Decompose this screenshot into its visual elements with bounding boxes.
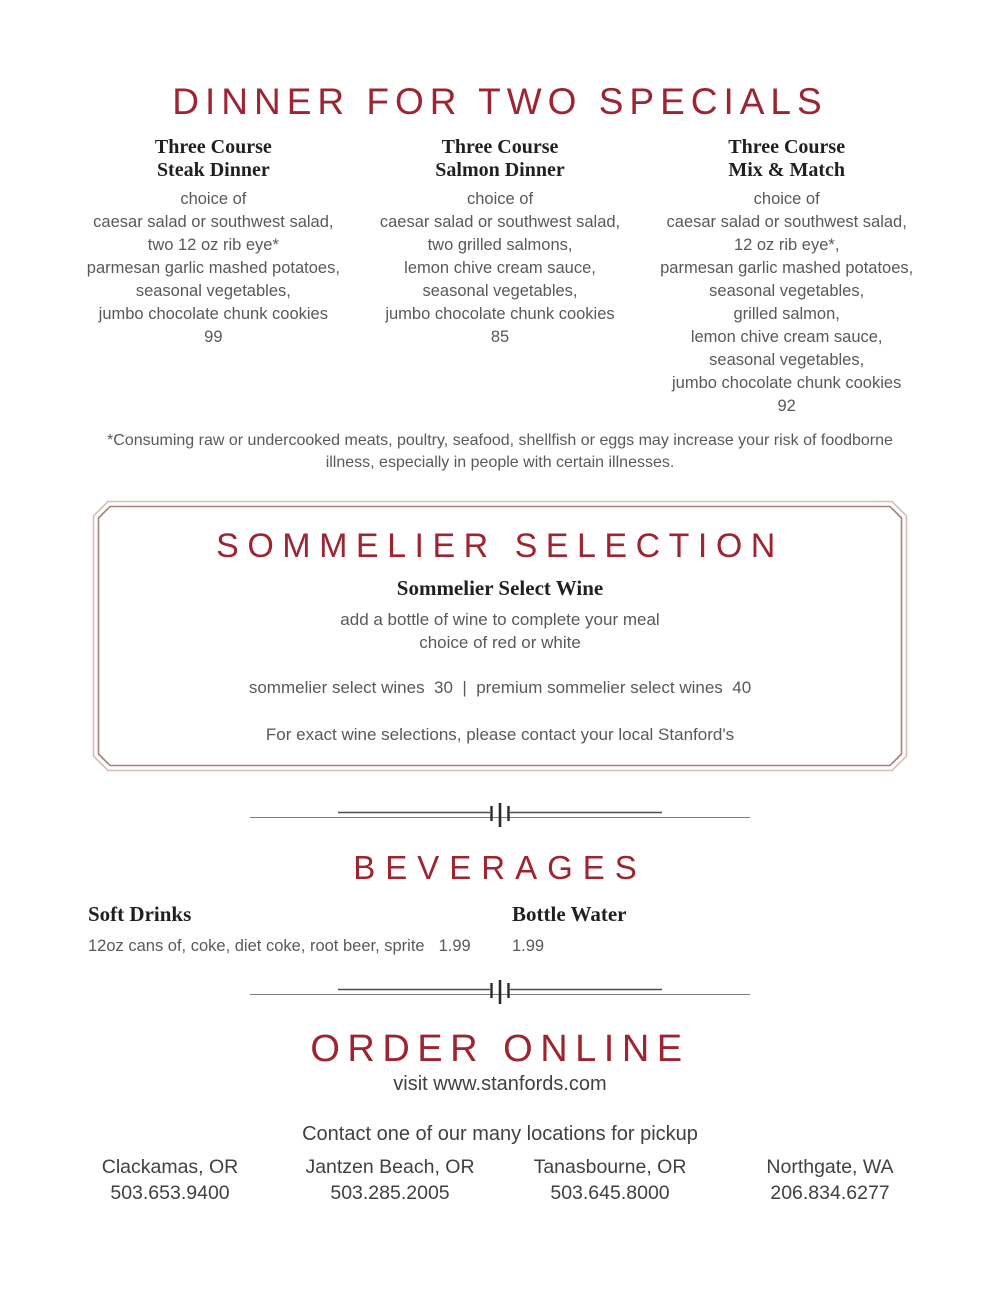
column-body [357, 188, 644, 349]
menu-line: seasonal vegetables, [709, 351, 865, 369]
dinner-column-steak [70, 136, 357, 418]
sommelier-desc-line: add a bottle of wine to complete your meal [340, 610, 660, 629]
location-item [500, 1154, 720, 1206]
location-name: Tanasbourne, OR [533, 1156, 687, 1178]
visit-url: visit www.stanfords.com [393, 1073, 607, 1095]
menu-line: seasonal vegetables, [709, 282, 865, 300]
column-title [70, 136, 357, 182]
beverage-price: 1.99 [438, 937, 471, 955]
location-item [280, 1154, 500, 1206]
menu-line: two 12 oz rib eye* [147, 236, 279, 254]
price: 92 [777, 397, 796, 415]
menu-line: lemon chive cream sauce, [404, 259, 596, 277]
menu-line: seasonal vegetables, [135, 282, 291, 300]
location-name: Jantzen Beach, OR [305, 1156, 475, 1178]
sommelier-content [92, 528, 908, 746]
dinner-column-salmon [357, 136, 644, 418]
divider-ornament [250, 979, 750, 1005]
contact-line: Contact one of our many locations for pickup [302, 1123, 698, 1145]
menu-line: choice of [180, 190, 247, 208]
divider-ornament [250, 802, 750, 828]
menu-line: caesar salad or southwest salad, [93, 213, 334, 231]
column-title-line1: Three Course [441, 136, 559, 158]
sommelier-title: SOMMELIER SELECTION [216, 527, 784, 565]
menu-line: grilled salmon, [733, 305, 840, 323]
menu-line: choice of [466, 190, 534, 208]
location-name: Clackamas, OR [101, 1156, 239, 1178]
menu-line: caesar salad or southwest salad, [666, 213, 907, 231]
menu-line: choice of [753, 190, 820, 208]
column-title-line1: Three Course [154, 136, 272, 158]
beverage-item-bottle-water [512, 902, 627, 957]
column-title-line1: Three Course [728, 136, 846, 158]
beverage-item-soft-drinks [88, 902, 512, 957]
beverage-line [88, 935, 512, 957]
disclaimer: *Consuming raw or undercooked meats, poultry, seafood, shellfish or eggs may increase your risk of foodborne illness, especially in people with certain illnesses. [107, 432, 893, 471]
location-phone: 206.834.6277 [770, 1182, 890, 1204]
dinner-columns [70, 136, 930, 418]
location-phone: 503.653.9400 [110, 1182, 230, 1204]
menu-line: jumbo chocolate chunk cookies [672, 374, 902, 392]
beverages-title: BEVERAGES [353, 849, 647, 886]
location-phone: 503.645.8000 [550, 1182, 670, 1204]
location-item [60, 1154, 280, 1206]
menu-line: jumbo chocolate chunk cookies [98, 305, 328, 323]
menu-line: jumbo chocolate chunk cookies [385, 305, 615, 323]
menu-line: caesar salad or southwest salad, [379, 213, 621, 231]
sommelier-subtitle: Sommelier Select Wine [396, 576, 604, 600]
column-title-line2: Steak Dinner [156, 159, 270, 181]
sommelier-box [92, 500, 908, 772]
price: 85 [490, 328, 510, 346]
beverage-price: 1.99 [512, 937, 545, 955]
menu-line: seasonal vegetables, [422, 282, 578, 300]
beverage-name: Bottle Water [512, 902, 627, 926]
beverages-row [88, 902, 912, 957]
location-item [720, 1154, 940, 1206]
locations-row [60, 1154, 940, 1206]
menu-line: two grilled salmons, [427, 236, 573, 254]
order-online-title: ORDER ONLINE [310, 1028, 690, 1070]
menu-line: 12 oz rib eye*, [733, 236, 840, 254]
column-body [70, 188, 357, 349]
menu-line: parmesan garlic mashed potatoes, [660, 259, 914, 277]
sommelier-note: For exact wine selections, please contact your local Stanford's [265, 725, 735, 744]
location-name: Northgate, WA [766, 1156, 894, 1178]
sommelier-desc-line: choice of red or white [419, 633, 581, 652]
location-phone: 503.285.2005 [330, 1182, 450, 1204]
menu-line: lemon chive cream sauce, [690, 328, 883, 346]
menu-line: parmesan garlic mashed potatoes, [86, 259, 340, 277]
beverage-desc: 12oz cans of, coke, diet coke, root beer, sprite [88, 937, 425, 955]
column-body [643, 188, 930, 418]
column-title-line2: Salmon Dinner [435, 159, 565, 181]
beverage-name: Soft Drinks [88, 902, 192, 926]
column-title-line2: Mix & Match [728, 159, 845, 181]
page-title: DINNER FOR TWO SPECIALS [172, 81, 828, 122]
beverage-line [512, 935, 627, 957]
column-title [643, 136, 930, 182]
sommelier-pricing: sommelier select wines 30 | premium sommelier select wines 40 [248, 678, 752, 697]
price: 99 [204, 328, 223, 346]
dinner-column-mix-match [643, 136, 930, 418]
column-title [357, 136, 644, 182]
